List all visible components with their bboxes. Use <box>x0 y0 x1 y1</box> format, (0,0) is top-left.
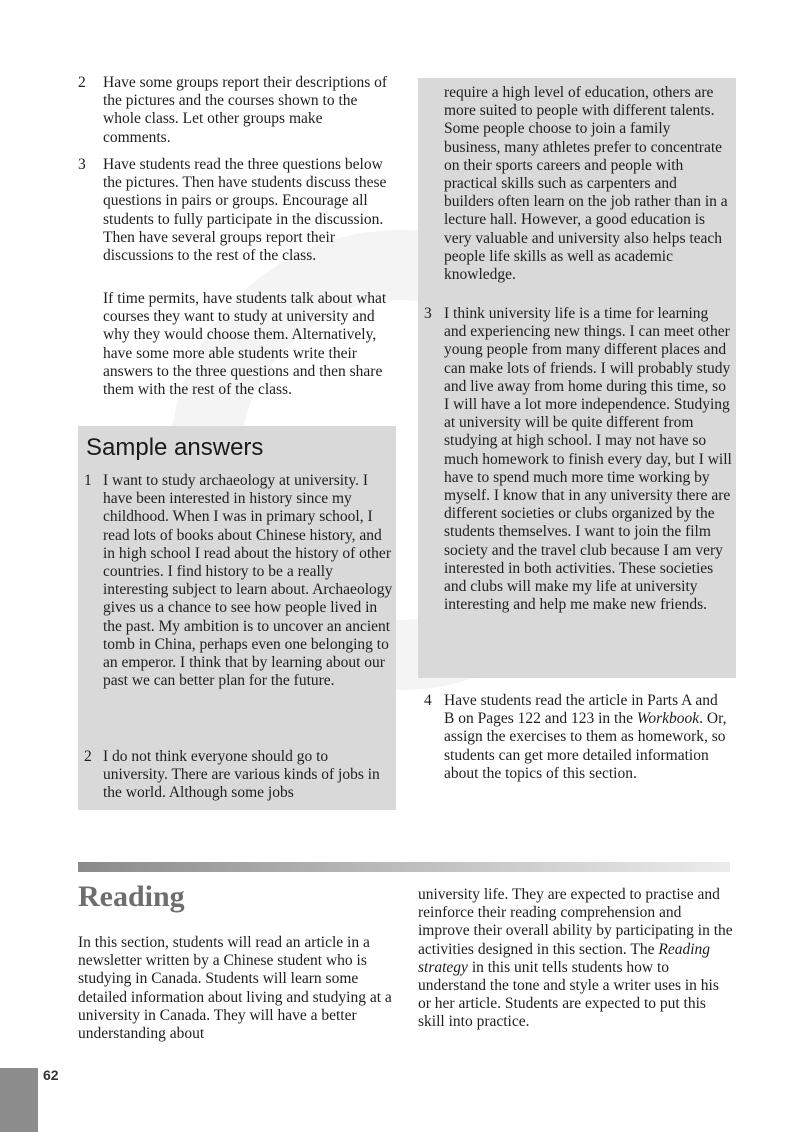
reading-strategy-term: Reading strategy <box>418 940 711 976</box>
item-2-number: 2 <box>78 74 86 91</box>
workbook-title: Workbook <box>636 710 700 728</box>
reading-paragraph-right <box>418 886 734 1032</box>
reading-paragraph-left: In this section, students will read an article in a newsletter written by a Chinese student who is studying in Canada. Students will learn some detailed information about living and studying at a university in Canada. They will have a better understanding about <box>78 934 392 1043</box>
reading-paragraph-right-part-a: university life. They are expected to practise and reinforce their reading comprehension and improve their overall ability by participating in the activities designed in this section. The <box>418 886 733 958</box>
item-4-text <box>444 692 730 783</box>
page-tab <box>0 1068 38 1132</box>
answer-2-text-continued: require a high level of education, others are more suited to people with different talents. Some people choose to join a family business, many athletes prefer to concentrate on their sports careers and people with practical skills such as carpenters and builders often learn on the job rather than in a lecture hall. However, a good education is very valuable and university also helps teach people life skills as well as academic knowledge. <box>444 84 728 284</box>
reading-paragraph-right-part-b: in this unit tells students how to understand the tone and style a writer uses in his or her article. Students are expected to put this skill into practice. <box>418 958 719 1031</box>
answer-1-number: 1 <box>84 472 92 489</box>
answer-3-text: I think university life is a time for learning and experiencing new things. I can meet other young people from many different places and can make lots of friends. I will probably study and live away from home during this time, so I will have a lot more independence. Studying at university will be quite different from studying at high school. I may not have so much homework to finish every day, but I will have to spend much more time working by myself. I know that in any university there are different societies or clubs organized by the students themselves. I want to join the film society and the travel club because I am very interested in both activities. These societies and clubs will make my life at university interesting and help me make new friends. <box>444 305 732 614</box>
item-3-number: 3 <box>78 156 86 173</box>
item-2-text: Have some groups report their descriptions of the pictures and the courses shown to the whole class. Let other groups make comments. <box>103 74 388 146</box>
item-4-text-part-b: . Or, assign the exercises to them as homework, so students can get more detailed information about the topics of this section. <box>444 710 727 782</box>
sample-answers-title: Sample answers <box>86 434 264 461</box>
reading-heading: Reading <box>78 880 185 913</box>
page-number: 62 <box>43 1067 59 1083</box>
answer-2-text-start: I do not think everyone should go to university. There are various kinds of jobs in the world. Although some jobs <box>103 748 380 802</box>
item-4-text-part-a: Have students read the article in Parts A and B on Pages 122 and 123 in the <box>444 692 718 728</box>
answer-1-text: I want to study archaeology at university. I have been interested in history since my childhood. When I was in primary school, I read lots of books about Chinese history, and in high school I read about the history of other countries. I find history to be a really interesting subject to learn about. Archaeology gives us a chance to see how people lived in the past. My ambition is to uncover an ancient tomb in China, perhaps even one belonging to an emperor. I think that by learning about our past we can better plan for the future. <box>103 472 393 690</box>
answer-2-number: 2 <box>84 748 92 765</box>
section-divider-bar <box>78 862 730 872</box>
answer-3-number: 3 <box>424 305 432 322</box>
item-3-extra-text: If time permits, have students talk about what courses they want to study at university and why they would choose them. Alternatively, have some more able students write their answers to the three questions and then share them with the rest of the class. <box>103 290 387 399</box>
item-4-number: 4 <box>424 692 432 709</box>
item-3-text: Have students read the three questions below the pictures. Then have students discuss these questions in pairs or groups. Encourage all students to fully participate in the discussion. Then have several groups report their discussions to the rest of the class. <box>103 156 387 265</box>
